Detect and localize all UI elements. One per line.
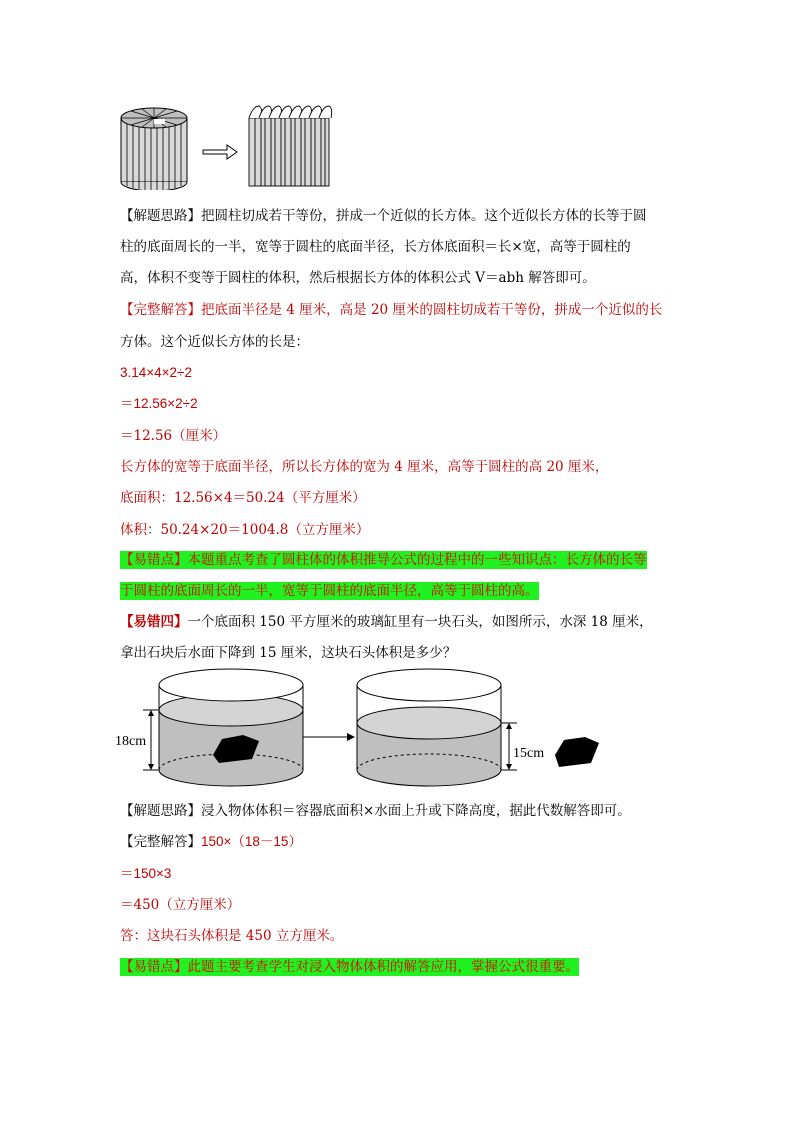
volume-line: 体积：50.24×20＝1004.8（立方厘米） bbox=[120, 522, 370, 538]
cylinder-to-cuboid-figure bbox=[115, 100, 345, 190]
answer-2-step-2: ＝150×3 bbox=[120, 866, 172, 881]
mistake-point-2-line: 【易错点】此题主要考查学生对浸入物体体积的解答应用，掌握公式很重要。 bbox=[120, 959, 579, 975]
thinking-1-line-3: 高，体积不变等于圆柱的体积，然后根据长方体的体积公式 V＝abh 解答即可。 bbox=[120, 270, 596, 286]
approx-cuboid bbox=[249, 106, 332, 186]
thinking-2-line: 【解题思路】浸入物体体积＝容器底面积×水面上升或下降高度，据此代数解答即可。 bbox=[120, 803, 631, 819]
answer-2-step-3: ＝450（立方厘米） bbox=[120, 897, 241, 913]
arrow-line bbox=[303, 733, 355, 741]
label-15cm: 15cm bbox=[513, 746, 545, 761]
label-18cm: 18cm bbox=[115, 734, 147, 749]
calc-step-3: ＝12.56（厘米） bbox=[120, 428, 227, 444]
calc-step-1: 3.14×4×2÷2 bbox=[120, 365, 192, 380]
tank-without-stone bbox=[357, 669, 599, 786]
thinking-1-line-1: 【解题思路】把圆柱切成若干等份，拼成一个近似的长方体。这个近似长方体的长等于圆 bbox=[120, 208, 647, 224]
problem-4-line-1: 【易错四】一个底面积 150 平方厘米的玻璃缸里有一块石头，如图所示，水深 18 厘米， bbox=[120, 614, 653, 630]
base-area-line: 底面积：12.56×4＝50.24（平方厘米） bbox=[120, 490, 366, 506]
arrow-icon bbox=[203, 145, 237, 159]
answer-1-line-1: 【完整解答】把底面半径是 4 厘米，高是 20 厘米的圆柱切成若干等份，拼成一个近似的长 bbox=[120, 302, 663, 318]
calc-step-2: ＝12.56×2÷2 bbox=[120, 396, 198, 411]
answer-1-line-2: 方体。这个近似长方体的长是： bbox=[120, 334, 309, 350]
answer-2-line-1: 【完整解答】150×（18－15） bbox=[120, 834, 302, 850]
problem-4-heading: 【易错四】 bbox=[120, 614, 188, 630]
width-height-line: 长方体的宽等于底面半径，所以长方体的宽为 4 厘米，高等于圆柱的高 20 厘米， bbox=[120, 459, 609, 475]
answer-2-final: 答：这块石头体积是 450 立方厘米。 bbox=[120, 928, 344, 944]
mistake-point-1-line-2: 于圆柱的底面周长的一半，宽等于圆柱的底面半径，高等于圆柱的高。 bbox=[120, 583, 539, 599]
tank-with-stone bbox=[115, 669, 303, 786]
stone-shape bbox=[555, 737, 599, 767]
mistake-point-1-line-1: 【易错点】本题重点考查了圆柱体的体积推导公式的过程中的一些知识点：长方体的长等 bbox=[120, 552, 647, 568]
problem-4-line-2: 拿出石块后水面下降到 15 厘米，这块石头体积是多少？ bbox=[120, 645, 457, 661]
sliced-cylinder bbox=[121, 108, 187, 190]
thinking-1-line-2: 柱的底面周长的一半，宽等于圆柱的底面半径，长方体底面积＝长×宽，高等于圆柱的 bbox=[120, 239, 631, 255]
water-tank-figure bbox=[115, 665, 615, 790]
